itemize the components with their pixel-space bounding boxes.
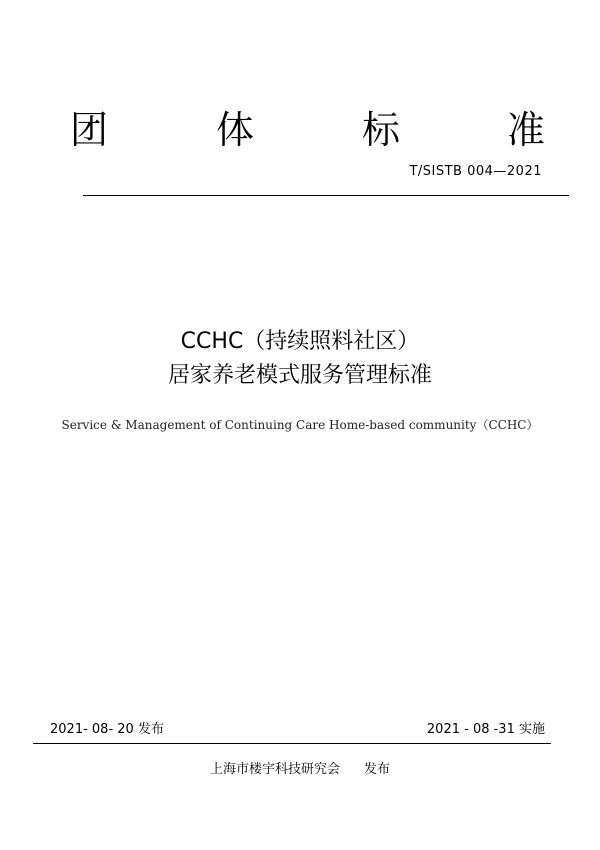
top-divider (83, 195, 569, 196)
standard-number: T/SISTB 004—2021 (409, 164, 542, 179)
bottom-divider (33, 743, 551, 744)
publisher-line (0, 758, 600, 777)
publisher-name: 上海市楼宇科技研究会 (209, 762, 340, 777)
heading-char-4: 准 (507, 108, 546, 152)
heading-char-2: 体 (216, 108, 255, 152)
title-line-1: CCHC（持续照料社区） (180, 329, 420, 354)
publisher-action: 发布 (364, 762, 391, 777)
document-type-heading (0, 108, 600, 158)
heading-char-3: 标 (362, 108, 401, 152)
heading-char-1: 团 (70, 108, 109, 152)
effective-date: 2021 - 08 -31 实施 (426, 722, 545, 737)
issue-date: 2021- 08- 20 发布 (50, 722, 164, 737)
title-line-2: 居家养老模式服务管理标准 (167, 363, 432, 388)
english-title: Service & Management of Continuing Care Home-based community（CCHC） (61, 418, 539, 432)
